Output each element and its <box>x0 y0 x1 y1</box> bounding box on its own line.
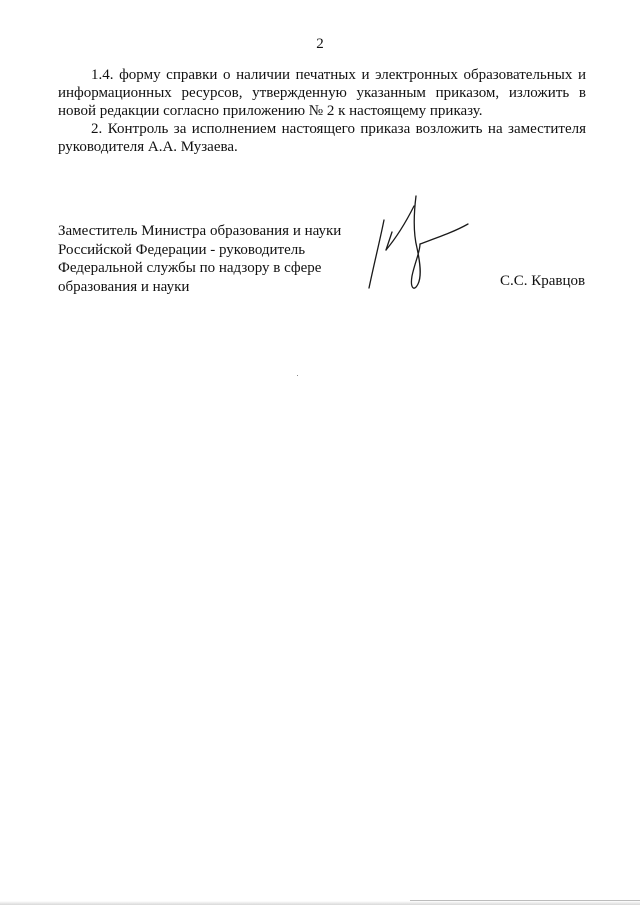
handwritten-signature <box>362 192 477 302</box>
document-body <box>58 66 586 156</box>
signatory-title-line: образования и науки <box>58 278 190 295</box>
signatory-title-line: Федеральной службы по надзору в сфере <box>58 260 322 276</box>
paragraph-1-4: 1.4. форму справки о наличии печатных и электронных образовательных и информационных ресурсов, утвержденную указанным приказом, изложить в новой редакции согласно приложению № 2 к настоящему приказу. <box>58 67 586 119</box>
signer-name: С.С. Кравцов <box>500 273 586 289</box>
signatory-title <box>58 222 358 296</box>
scan-bottom-edge <box>0 901 640 905</box>
signatory-title-line: Российской Федерации - руководитель <box>58 241 306 258</box>
page-number: 2 <box>316 36 324 52</box>
scan-speck <box>297 375 298 376</box>
paragraph-2: 2. Контроль за исполнением настоящего приказа возложить на заместителя руководителя А.А. Музаева. <box>58 121 586 155</box>
scan-edge-line <box>410 900 640 901</box>
signatory-title-line: Заместитель Министра образования и науки <box>58 223 342 239</box>
